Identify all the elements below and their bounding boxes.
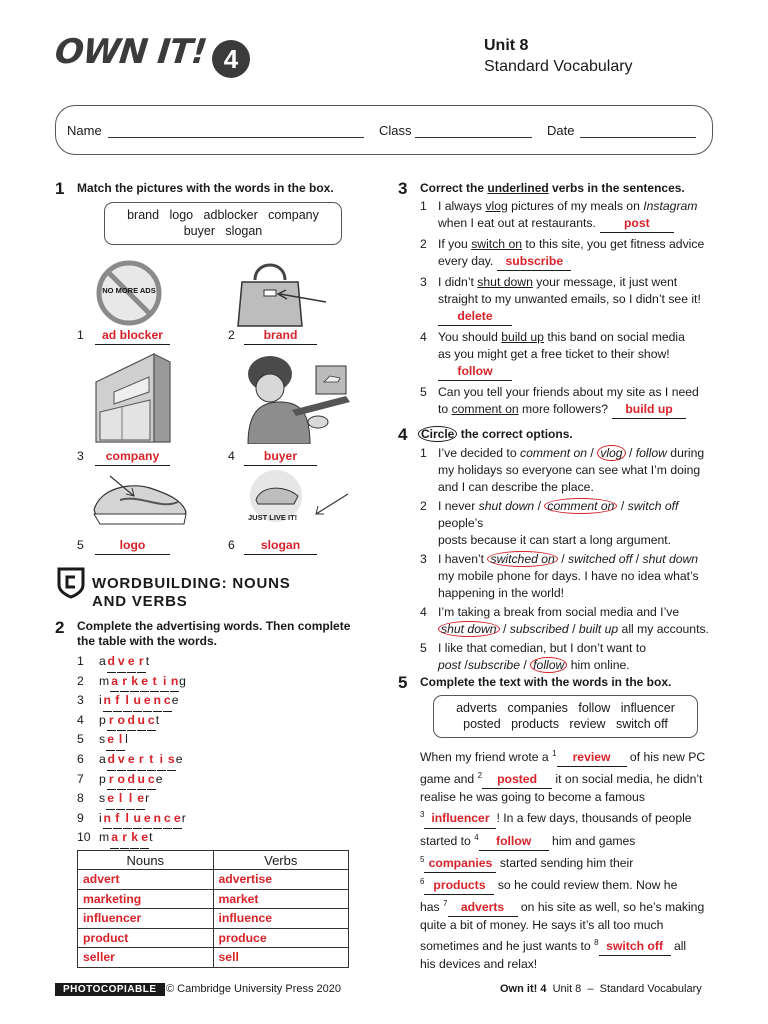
match-item-number: 1 — [77, 328, 84, 342]
text: I like that comedian, but I don’t want to — [438, 641, 646, 655]
last-letter: e — [175, 751, 183, 766]
name-field[interactable] — [108, 124, 364, 138]
table-row — [78, 909, 349, 929]
table-cell[interactable]: advert — [78, 870, 214, 890]
text: I’ve decided to — [438, 446, 520, 460]
handbag-image — [230, 258, 330, 330]
text: more followers? — [518, 402, 609, 416]
answer-field[interactable]: posted — [482, 771, 552, 789]
match-item-number: 3 — [77, 449, 84, 463]
text: started sending him their — [496, 855, 634, 870]
fill-letter[interactable]: e — [106, 789, 115, 810]
text: so he could review them. Now he — [494, 877, 678, 892]
first-letter: m — [99, 830, 110, 845]
text: him and games — [548, 833, 636, 848]
separator: / — [617, 499, 628, 513]
text: straight to my unwanted emails, so I didn’t see it! — [438, 292, 701, 306]
word-box-line: adverts companies follow influencer — [456, 701, 675, 715]
question-number: 3 — [398, 179, 408, 198]
answer-field[interactable]: companies — [424, 855, 496, 873]
text: has — [420, 900, 444, 915]
text: his devices and relax! — [420, 957, 538, 972]
word-box-line: brand logo adblocker company — [127, 208, 319, 222]
separator: / — [461, 658, 468, 672]
fill-letter[interactable]: k — [130, 828, 139, 849]
answer-field[interactable]: products — [424, 877, 494, 895]
option[interactable]: switched off — [568, 552, 633, 566]
table-cell[interactable]: influence — [213, 909, 348, 929]
fill-letter[interactable]: e — [136, 789, 145, 810]
sentence-item — [420, 604, 720, 638]
fill-letter[interactable]: e — [127, 750, 136, 771]
table-cell[interactable]: marketing — [78, 889, 214, 909]
fill-letter[interactable]: u — [137, 711, 146, 732]
fill-letter[interactable]: t — [150, 672, 159, 693]
text: quite a bit of money. He says it’s all too much — [420, 918, 664, 933]
text: I always — [438, 199, 486, 213]
letter-fill-item — [77, 672, 277, 692]
text: to — [438, 402, 452, 416]
sentence-item — [420, 498, 720, 549]
slogan-text: JUST LIVE IT! — [248, 513, 298, 522]
answer-field[interactable]: adverts — [448, 899, 518, 917]
fill-letter[interactable]: t — [147, 750, 156, 771]
answer-field[interactable]: review — [557, 749, 627, 767]
fill-letter[interactable]: o — [117, 770, 126, 791]
fill-letter[interactable]: r — [137, 750, 146, 771]
underlined-verb: shut down — [477, 275, 533, 289]
person-laptop-image — [240, 352, 350, 444]
sentence-item — [420, 236, 720, 271]
item-number: 6 — [77, 751, 84, 766]
fill-letter[interactable]: d — [127, 770, 136, 791]
fill-letter[interactable]: r — [120, 672, 129, 693]
sentence-item — [420, 640, 720, 674]
option[interactable]: post — [438, 658, 462, 672]
text: on his site as well, so he’s making — [517, 900, 705, 915]
fill-letter[interactable]: a — [110, 672, 119, 693]
fill-letter[interactable]: n — [153, 809, 162, 830]
first-letter: p — [99, 771, 106, 786]
question-number: 5 — [398, 673, 408, 692]
separator: / — [499, 622, 510, 636]
option[interactable]: comment on — [544, 498, 617, 514]
fill-letter[interactable]: u — [133, 691, 142, 712]
text: him online. — [567, 658, 630, 672]
option[interactable]: shut down — [478, 499, 535, 513]
sentence-item — [420, 274, 720, 326]
item-number: 3 — [77, 693, 84, 708]
answer-field[interactable]: logo — [95, 537, 170, 555]
text: all my accounts. — [618, 622, 709, 636]
separator: / — [534, 499, 545, 513]
separator: / — [557, 552, 568, 566]
column-header: Verbs — [213, 851, 348, 870]
text: of his new PC — [626, 750, 706, 765]
table-cell[interactable]: sell — [213, 948, 348, 968]
table-cell[interactable]: seller — [78, 948, 214, 968]
fill-letter[interactable]: i — [157, 750, 166, 771]
option[interactable]: comment on — [519, 446, 588, 460]
fill-letter[interactable]: e — [127, 652, 136, 673]
fill-letter[interactable]: f — [113, 691, 122, 712]
text: If you — [438, 237, 472, 251]
question-instruction — [420, 180, 685, 196]
fill-letter[interactable]: n — [103, 691, 112, 712]
last-letter: e — [155, 771, 163, 786]
letter-fill-item — [77, 770, 277, 790]
fill-letter[interactable]: l — [126, 789, 135, 810]
letter-fill-list — [77, 652, 277, 848]
separator: / — [632, 552, 643, 566]
answer-field[interactable]: delete — [438, 308, 512, 326]
text: it on social media, he didn’t — [552, 772, 703, 787]
fill-letter[interactable]: r — [107, 770, 116, 791]
table-cell[interactable]: advertise — [213, 870, 348, 890]
sentence-item — [420, 329, 720, 381]
fill-letter[interactable]: e — [106, 730, 115, 751]
item-number: 3 — [420, 552, 427, 566]
item-number: 9 — [77, 810, 84, 825]
text: all — [670, 939, 687, 954]
slogan-shoe-image — [244, 470, 352, 528]
first-letter: a — [99, 654, 106, 668]
answer-field[interactable]: ad blocker — [95, 327, 170, 345]
text: to this site, you get fitness advice — [522, 237, 705, 251]
instruction-part: verbs in the sentences. — [548, 181, 685, 195]
text: I never — [438, 499, 479, 513]
text: started to — [420, 833, 475, 848]
text: Instagram — [643, 199, 698, 213]
question-instruction: Complete the text with the words in the box. — [420, 675, 672, 689]
circle-word: Circle — [418, 426, 457, 442]
letter-fill-item — [77, 730, 277, 750]
option[interactable]: switched on — [487, 551, 557, 567]
last-letter: r — [181, 810, 186, 825]
text: You should — [438, 330, 502, 344]
separator: / — [625, 446, 636, 460]
item-number: 2 — [77, 673, 84, 688]
fill-letter[interactable]: a — [110, 828, 119, 849]
match-item-number: 2 — [228, 328, 235, 342]
fill-letter[interactable]: c — [147, 711, 156, 732]
question-instruction — [418, 426, 573, 442]
last-letter: e — [171, 693, 179, 708]
unit-title: Unit 8 — [484, 37, 529, 54]
q3-list — [420, 198, 720, 422]
question-number: 2 — [55, 618, 65, 637]
answer-field[interactable]: influencer — [424, 810, 496, 828]
photocopiable-badge: PHOTOCOPIABLE — [55, 983, 165, 996]
fill-letter[interactable]: r — [107, 711, 116, 732]
separator: / — [587, 446, 598, 460]
fill-letter[interactable]: k — [130, 672, 139, 693]
answer-field[interactable]: follow — [479, 833, 549, 851]
letter-fill-item — [77, 750, 277, 770]
letter-fill-item — [77, 691, 277, 711]
table-row — [78, 889, 349, 909]
first-letter: i — [99, 693, 102, 708]
fill-letter[interactable]: l — [123, 691, 132, 712]
text: Can you tell your friends about my site as I need — [438, 385, 699, 399]
sign-text: NO MORE ADS — [102, 286, 156, 295]
table-cell[interactable]: product — [78, 928, 214, 948]
item-number: 5 — [77, 732, 84, 747]
word-box — [433, 695, 698, 738]
letter-fill-item — [77, 652, 277, 672]
class-label: Class — [379, 123, 412, 138]
gap-fill-text: When my friend wrote a $^1$ review of his new PC game and $^2$ posted it on social media, he didn’t realise he was going to become a famous $^3$ influencer ! In a few days, thousands of people started to $^4$ follow him and games $^5$ companies started sending him their $^6$ products so he could review them. Now he has $^7$ adverts on his site as well, so he’s making quite a bit of money. He says it’s all too much sometimes and he just wants to $^8$ switch off all his devices and relax! — [420, 745, 720, 974]
fill-letter[interactable]: r — [137, 652, 146, 673]
option[interactable]: follow — [530, 657, 567, 673]
fill-letter[interactable]: c — [163, 809, 172, 830]
question-instruction: Complete the advertising words. Then complete — [77, 619, 351, 633]
logo-number-badge: 4 — [212, 40, 250, 78]
instruction-part: the correct options. — [457, 427, 573, 441]
fill-letter[interactable]: u — [133, 809, 142, 830]
sentence-item — [420, 551, 720, 602]
letter-fill-item — [77, 711, 277, 731]
last-letter: r — [145, 791, 150, 806]
item-number: 5 — [420, 641, 427, 655]
logo-text: OWN IT! — [52, 32, 209, 72]
sentence-item — [420, 198, 720, 233]
trainer-shoe-image — [90, 470, 190, 528]
text: game and — [420, 772, 478, 787]
separator: / — [568, 622, 579, 636]
item-number: 1 — [420, 446, 427, 460]
match-item-number: 5 — [77, 538, 84, 552]
answer-field[interactable]: post — [600, 215, 674, 233]
text: this band on social media — [543, 330, 685, 344]
question-instruction: the table with the words. — [77, 634, 218, 648]
footer-book: Own it! 4 — [500, 983, 547, 995]
item-number: 1 — [77, 654, 84, 668]
first-letter: s — [99, 732, 106, 747]
text: realise he was going to become a famous — [420, 790, 645, 805]
match-item-number: 4 — [228, 449, 235, 463]
item-number: 2 — [420, 237, 427, 251]
text: I haven’t — [438, 552, 488, 566]
letter-fill-item — [77, 828, 277, 848]
question-instruction: Match the pictures with the words in the box. — [77, 181, 334, 195]
fill-letter[interactable]: l — [123, 809, 132, 830]
text: when I eat out at restaurants. — [438, 216, 596, 230]
option[interactable]: shut down — [438, 621, 500, 637]
fill-letter[interactable]: e — [143, 809, 152, 830]
q4-list — [420, 445, 720, 676]
answer-field[interactable]: follow — [438, 363, 512, 381]
text: your message, it just went — [532, 275, 678, 289]
text: my mobile phone for days. I have no idea what’s — [438, 569, 699, 583]
fill-letter[interactable]: f — [113, 809, 122, 830]
fill-letter[interactable]: l — [116, 789, 125, 810]
footer-unit: Unit 8 – Standard Vocabulary — [546, 983, 702, 995]
text: ! In a few days, thousands of people — [496, 811, 692, 826]
item-number: 5 — [420, 385, 427, 399]
shield-icon — [57, 567, 85, 599]
answer-field[interactable]: slogan — [244, 537, 317, 555]
fill-letter[interactable]: c — [147, 770, 156, 791]
text: I’m taking a break from social media and I’ve — [438, 605, 680, 619]
table-cell[interactable]: produce — [213, 928, 348, 948]
instruction-underlined: underlined — [487, 181, 549, 195]
answer-field[interactable]: switch off — [599, 938, 671, 956]
word-box-line: buyer slogan — [183, 224, 263, 238]
text: my holidays so everyone can see what I’m doing — [438, 463, 701, 477]
fill-letter[interactable]: e — [140, 828, 149, 849]
first-letter: s — [99, 791, 106, 806]
letter-fill-item — [77, 809, 277, 829]
last-letter: t — [155, 712, 160, 727]
item-number: 4 — [77, 712, 84, 727]
fill-letter[interactable]: d — [127, 711, 136, 732]
fill-letter[interactable]: e — [143, 691, 152, 712]
name-label: Name — [67, 123, 102, 138]
answer-field[interactable]: build up — [612, 401, 686, 419]
last-letter: g — [179, 673, 186, 688]
fill-letter[interactable]: e — [140, 672, 149, 693]
table-cell[interactable]: influencer — [78, 909, 214, 929]
item-number: 7 — [77, 771, 84, 786]
fill-letter[interactable]: n — [153, 691, 162, 712]
separator: / — [520, 658, 531, 672]
text: posts because it can start a long argument. — [438, 533, 672, 547]
answer-field[interactable]: subscribe — [497, 253, 571, 271]
fill-letter[interactable]: d — [107, 750, 116, 771]
option[interactable]: subscribe — [467, 658, 520, 672]
footer-right — [500, 983, 702, 995]
fill-letter[interactable]: l — [116, 730, 125, 751]
answer-field[interactable]: company — [95, 448, 170, 466]
option[interactable]: follow — [635, 446, 667, 460]
shop-building-image — [94, 352, 172, 444]
last-letter: l — [125, 732, 128, 747]
date-field[interactable] — [580, 124, 696, 138]
match-item-number: 6 — [228, 538, 235, 552]
underlined-verb: switch on — [471, 237, 523, 251]
underlined-verb: comment on — [451, 402, 519, 416]
text: sometimes and he just wants to — [420, 939, 595, 954]
fill-letter[interactable]: e — [173, 809, 182, 830]
word-box — [104, 202, 342, 245]
option[interactable]: shut down — [642, 552, 699, 566]
class-field[interactable] — [415, 124, 532, 138]
fill-letter[interactable]: n — [170, 672, 179, 693]
text: as you might get a free ticket to their show! — [438, 347, 670, 361]
answer-field[interactable]: buyer — [244, 448, 317, 466]
table-row — [78, 928, 349, 948]
text: I didn’t — [438, 275, 478, 289]
item-number: 3 — [420, 275, 427, 289]
text: pictures of my meals on — [507, 199, 644, 213]
text: and I can describe the place. — [438, 480, 594, 494]
option[interactable]: vlog — [597, 445, 625, 461]
fill-letter[interactable]: r — [120, 828, 129, 849]
last-letter: t — [149, 830, 153, 845]
column-header: Nouns — [78, 851, 214, 870]
section-heading: WORDBUILDING: NOUNS — [92, 575, 291, 592]
text: When my friend wrote a — [420, 750, 553, 765]
word-box-line: posted products review switch off — [463, 717, 668, 731]
fill-letter[interactable]: o — [117, 711, 126, 732]
question-number: 4 — [398, 425, 408, 444]
fill-letter[interactable]: i — [160, 672, 169, 693]
letter-fill-item — [77, 789, 277, 809]
instruction-part: Correct the — [420, 181, 488, 195]
item-number: 8 — [77, 791, 84, 806]
underlined-verb: vlog — [485, 199, 508, 213]
first-letter: p — [99, 712, 106, 727]
no-ads-sign-image — [94, 258, 164, 328]
underlined-verb: build up — [501, 330, 544, 344]
fill-letter[interactable]: v — [117, 750, 126, 771]
item-number: 4 — [420, 605, 427, 619]
last-letter: t — [145, 654, 150, 668]
first-letter: a — [99, 751, 106, 766]
copyright: © Cambridge University Press 2020 — [166, 983, 342, 995]
item-number: 10 — [77, 830, 91, 845]
table-cell[interactable]: market — [213, 889, 348, 909]
question-number: 1 — [55, 179, 65, 198]
fill-letter[interactable]: d — [107, 652, 116, 673]
option[interactable]: switch off — [627, 499, 679, 513]
fill-letter[interactable]: s — [167, 750, 176, 771]
table-row — [78, 948, 349, 968]
unit-subtitle: Standard Vocabulary — [484, 58, 633, 75]
sentence-item — [420, 384, 720, 419]
fill-letter[interactable]: v — [117, 652, 126, 673]
nouns-verbs-table — [77, 850, 349, 968]
text: happening in the world! — [438, 586, 565, 600]
option[interactable]: built up — [578, 622, 619, 636]
item-number: 4 — [420, 330, 427, 344]
fill-letter[interactable]: n — [103, 809, 112, 830]
item-number: 1 — [420, 199, 427, 213]
text: people’s — [438, 516, 484, 530]
text: during — [666, 446, 705, 460]
sentence-item — [420, 445, 720, 496]
option[interactable]: subscribed — [509, 622, 569, 636]
date-label: Date — [547, 123, 575, 138]
answer-field[interactable]: brand — [244, 327, 317, 345]
first-letter: m — [99, 673, 110, 688]
table-row — [78, 870, 349, 890]
first-letter: i — [99, 810, 102, 825]
item-number: 2 — [420, 499, 427, 513]
fill-letter[interactable]: c — [163, 691, 172, 712]
section-heading: AND VERBS — [92, 593, 188, 610]
text: every day. — [438, 254, 494, 268]
fill-letter[interactable]: u — [137, 770, 146, 791]
